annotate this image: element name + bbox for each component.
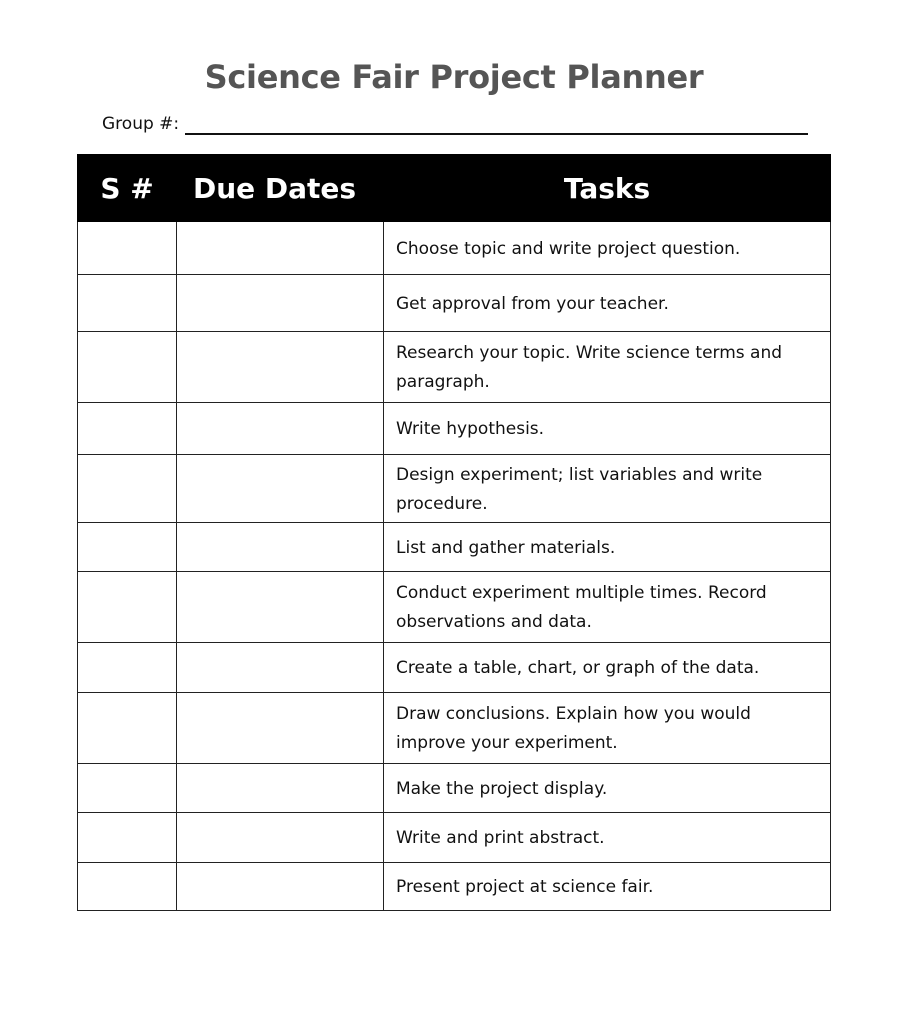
cell-due-date[interactable] bbox=[177, 275, 384, 332]
cell-due-date[interactable] bbox=[177, 455, 384, 523]
cell-s-no[interactable] bbox=[78, 643, 177, 693]
cell-s-no[interactable] bbox=[78, 455, 177, 523]
cell-task: Write and print abstract. bbox=[384, 813, 831, 863]
table-row bbox=[78, 693, 831, 764]
cell-s-no[interactable] bbox=[78, 222, 177, 275]
cell-s-no[interactable] bbox=[78, 403, 177, 455]
cell-s-no[interactable] bbox=[78, 572, 177, 643]
cell-s-no[interactable] bbox=[78, 863, 177, 911]
cell-s-no[interactable] bbox=[78, 693, 177, 764]
table-row bbox=[78, 523, 831, 572]
group-field bbox=[102, 111, 808, 135]
cell-task: Draw conclusions. Explain how you would improve your experiment. bbox=[384, 693, 831, 764]
group-input-line[interactable] bbox=[185, 115, 808, 135]
cell-due-date[interactable] bbox=[177, 222, 384, 275]
cell-s-no[interactable] bbox=[78, 523, 177, 572]
cell-due-date[interactable] bbox=[177, 403, 384, 455]
cell-task: Write hypothesis. bbox=[384, 403, 831, 455]
table-row bbox=[78, 764, 831, 813]
page-title: Science Fair Project Planner bbox=[204, 58, 704, 96]
cell-due-date[interactable] bbox=[177, 863, 384, 911]
cell-task: Choose topic and write project question. bbox=[384, 222, 831, 275]
cell-due-date[interactable] bbox=[177, 764, 384, 813]
cell-task: List and gather materials. bbox=[384, 523, 831, 572]
cell-s-no[interactable] bbox=[78, 764, 177, 813]
table-row bbox=[78, 403, 831, 455]
table-row bbox=[78, 643, 831, 693]
table-row bbox=[78, 275, 831, 332]
cell-due-date[interactable] bbox=[177, 332, 384, 403]
table-row bbox=[78, 572, 831, 643]
cell-s-no[interactable] bbox=[78, 275, 177, 332]
table-row bbox=[78, 332, 831, 403]
table-row bbox=[78, 863, 831, 911]
cell-due-date[interactable] bbox=[177, 813, 384, 863]
cell-due-date[interactable] bbox=[177, 643, 384, 693]
cell-due-date[interactable] bbox=[177, 572, 384, 643]
cell-task: Make the project display. bbox=[384, 764, 831, 813]
table-row bbox=[78, 455, 831, 523]
header-s-no: S # bbox=[78, 155, 177, 222]
planner-table bbox=[77, 154, 831, 911]
cell-task: Design experiment; list variables and write procedure. bbox=[384, 455, 831, 523]
cell-task: Create a table, chart, or graph of the data. bbox=[384, 643, 831, 693]
cell-due-date[interactable] bbox=[177, 693, 384, 764]
header-row bbox=[78, 155, 831, 222]
cell-task: Present project at science fair. bbox=[384, 863, 831, 911]
cell-task: Conduct experiment multiple times. Record observations and data. bbox=[384, 572, 831, 643]
cell-task: Research your topic. Write science terms and paragraph. bbox=[384, 332, 831, 403]
cell-due-date[interactable] bbox=[177, 523, 384, 572]
table-row bbox=[78, 222, 831, 275]
header-due-dates: Due Dates bbox=[177, 155, 384, 222]
cell-s-no[interactable] bbox=[78, 332, 177, 403]
cell-s-no[interactable] bbox=[78, 813, 177, 863]
table-row bbox=[78, 813, 831, 863]
cell-task: Get approval from your teacher. bbox=[384, 275, 831, 332]
header-tasks: Tasks bbox=[384, 155, 831, 222]
table-body bbox=[78, 222, 831, 911]
group-label: Group #: bbox=[102, 114, 180, 134]
